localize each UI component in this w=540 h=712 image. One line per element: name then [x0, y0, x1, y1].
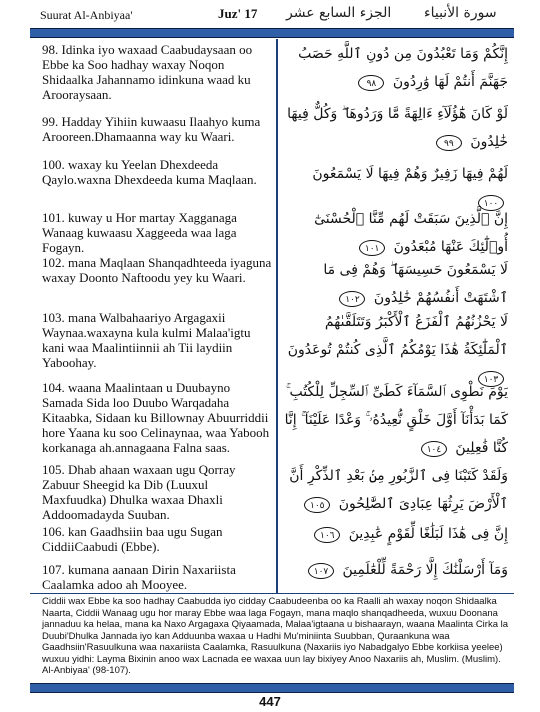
verse-translation-103: 103. mana Walbahaariyo Argagaxii Waynaa.waxayna kula kulmi Malaa'igtu kani waa Maalintiinnii ah Tii laydiin Yaboohay.: [42, 310, 251, 370]
arabic-verse-102: [282, 256, 508, 312]
arabic-text: يَوْمَ نَطْوِى ٱلسَّمَآءَ كَطَىِّ ٱلسِّجِلِّ لِلْكُتُبِ ۚ كَمَا بَدَأْنَآ أَوَّلَ خَلْقٍ نُّعِيدُهُۥ ۚ وَعْدًا عَلَيْنَآ ۚ إِنَّا كُنَّا فَٰعِلِينَ: [284, 384, 508, 456]
verse-translation-101: 101. kuway u Hor martay Xagganaga Wanaag kuwaasu Xaggeeda waa laga Fogayn.: [42, 210, 237, 255]
arabic-text: إِنَّ فِى هَٰذَا لَبَلَٰغًا لِّقَوْمٍ عَٰبِدِينَ: [348, 526, 508, 542]
verse-translation-102: 102. mana Maqlaan Shanqadhteeda iyaguna waxay Doonto Naftoodu yey ku Waari.: [42, 255, 272, 285]
arabic-verse-101: [282, 205, 508, 261]
arabic-verse-104: [282, 378, 508, 462]
juz-label-arabic: الجزء السابع عشر: [286, 5, 392, 21]
verse-number-marker: ١٠٤: [421, 441, 447, 457]
arabic-verse-99: [282, 100, 508, 156]
column-divider: [276, 39, 278, 593]
surah-title-arabic: سورة الأنبياء: [424, 5, 497, 21]
bottom-decorative-border: [30, 683, 514, 693]
verse-translation-100: 100. waxay ku Yeelan Dhexdeeda Qaylo.waxna Dhexdeeda kuma Maqlaan.: [42, 157, 257, 187]
verse-translation-104: 104. waana Maalintaan u Duubayno Samada Sida loo Duubo Warqadaha Kitaabka, Sidaan ku Billownay Abuurriddii hore Yaana ku soo Celinaynaa, waa Yabooh korkanaga ah.annagaana Falna saas.: [42, 380, 270, 455]
verse-number-marker: ١٠٣: [478, 371, 504, 387]
verse-number-marker: ٩٨: [358, 75, 384, 91]
surah-title-en: Suurat Al-Anbiyaa': [40, 8, 133, 22]
verse-translation-105: 105. Dhab ahaan waxaan ugu Qorray Zabuur Sheegid ka Dib (Luuxul Maxfuudka) Dhulka waxaa Dhaxli Addoomadayda Suuban.: [42, 462, 236, 522]
arabic-text: لَا يَحْزُنُهُمُ ٱلْفَزَعُ ٱلْأَكْبَرُ وَتَتَلَقَّىٰهُمُ ٱلْمَلَٰٓئِكَةُ هَٰذَا يَوْمُكُمُ ٱلَّذِى كُنتُمْ تُوعَدُونَ: [287, 314, 508, 358]
page-number: 447: [259, 694, 281, 709]
footnote-separator: [30, 593, 514, 594]
arabic-verse-106: [282, 520, 508, 548]
verse-number-marker: ١٠٥: [304, 497, 330, 513]
top-decorative-border: [30, 28, 514, 38]
verse-translation-98: 98. Idinka iyo waxaad Caabudaysaan oo Ebbe ka Soo hadhay waxay Noqon Shidaalka Jahannamo idinkuna waad ku Arooraysaan.: [42, 42, 253, 102]
verse-number-marker: ٩٩: [436, 135, 462, 151]
arabic-text: إِنَّكُمْ وَمَا تَعْبُدُونَ مِن دُونِ ٱللَّهِ حَصَبُ جَهَنَّمَ أَنتُمْ لَهَا وَٰرِدُونَ: [298, 46, 508, 90]
verse-number-marker: ١٠١: [359, 240, 385, 256]
arabic-text: لَهُمْ فِيهَا زَفِيرٌ وَهُمْ فِيهَا لَا يَسْمَعُونَ: [312, 166, 508, 182]
arabic-text: لَوْ كَانَ هَٰٓؤُلَآءِ ءَالِهَةً مَّا وَرَدُوهَا ۖ وَكُلٌّ فِيهَا خَٰلِدُونَ: [287, 106, 508, 150]
arabic-verse-107: [282, 556, 508, 584]
verse-number-marker: ١٠٦: [314, 527, 340, 543]
arabic-text: إِنَّ ٱلَّذِينَ سَبَقَتْ لَهُم مِّنَّا ٱلْحُسْنَىٰٓ أُو۟لَٰٓئِكَ عَنْهَا مُبْعَدُونَ: [314, 211, 508, 255]
arabic-text: وَمَآ أَرْسَلْنَٰكَ إِلَّا رَحْمَةً لِّلْعَٰلَمِينَ: [342, 562, 508, 578]
verse-translation-99: 99. Hadday Yihiin kuwaasu Ilaahyo kuma Arooreen.Dhamaanna way ku Waari.: [42, 114, 261, 144]
verse-translation-106: 106. kan Gaadhsiin baa ugu Sugan CiddiiCaabudi (Ebbe).: [42, 524, 223, 554]
arabic-verse-105: [282, 462, 508, 518]
commentary-footnote: Ciddii wax Ebbe ka soo hadhay Caabudda iyo cidday Caabudeenba oo ka Raalli ah waxay noqon Shidaalka Naarta, Ciddii Wanaag ugu hor maray Ebbe waa laga Fogayn, mana maqlo shanqadheeda, wuxuu Doonana jannaduu ka helaa, mana ka Naxo Argagaxa Qiyaamada, Malaa'igtaana u bishaarayn, waana Maalinta Cirka la Duubi'Dhulka Jannada iyo kan Adduunba waxaa u Hadhi Mu'miniinta Suubban, Quraankuna waa Gaadhsiin'Rasuulkuna waa naxariista Caalamka, Rasuulkuna (Naxariis iyo Nabadgalyo Ebbe korkiisa yeelee) wuxuu yidhi: Layma Bixinin anoo wax Lacnada ee waxaa uun lay bixiyey Anoo Naxariis ah, Muslim. (Muslim). Al-Anbiyaa' (98-107).: [42, 596, 509, 676]
arabic-text: لَا يَسْمَعُونَ حَسِيسَهَا ۖ وَهُمْ فِى مَا ٱشْتَهَتْ أَنفُسُهُمْ خَٰلِدُونَ: [323, 262, 508, 306]
verse-translation-107: 107. kumana aanaan Dirin Naxariista Caalamka adoo ah Mooyee.: [42, 562, 236, 592]
arabic-verse-98: [282, 40, 508, 96]
verse-number-marker: ١٠٢: [339, 291, 365, 307]
arabic-text: وَلَقَدْ كَتَبْنَا فِى ٱلزَّبُورِ مِنۢ بَعْدِ ٱلذِّكْرِ أَنَّ ٱلْأَرْضَ يَرِثُهَا عِبَادِىَ ٱلصَّٰلِحُونَ: [289, 468, 508, 512]
juz-label: Juz' 17: [218, 6, 258, 21]
verse-number-marker: ١٠٧: [308, 563, 334, 579]
verse-number-marker: ١٠٠: [478, 195, 504, 211]
